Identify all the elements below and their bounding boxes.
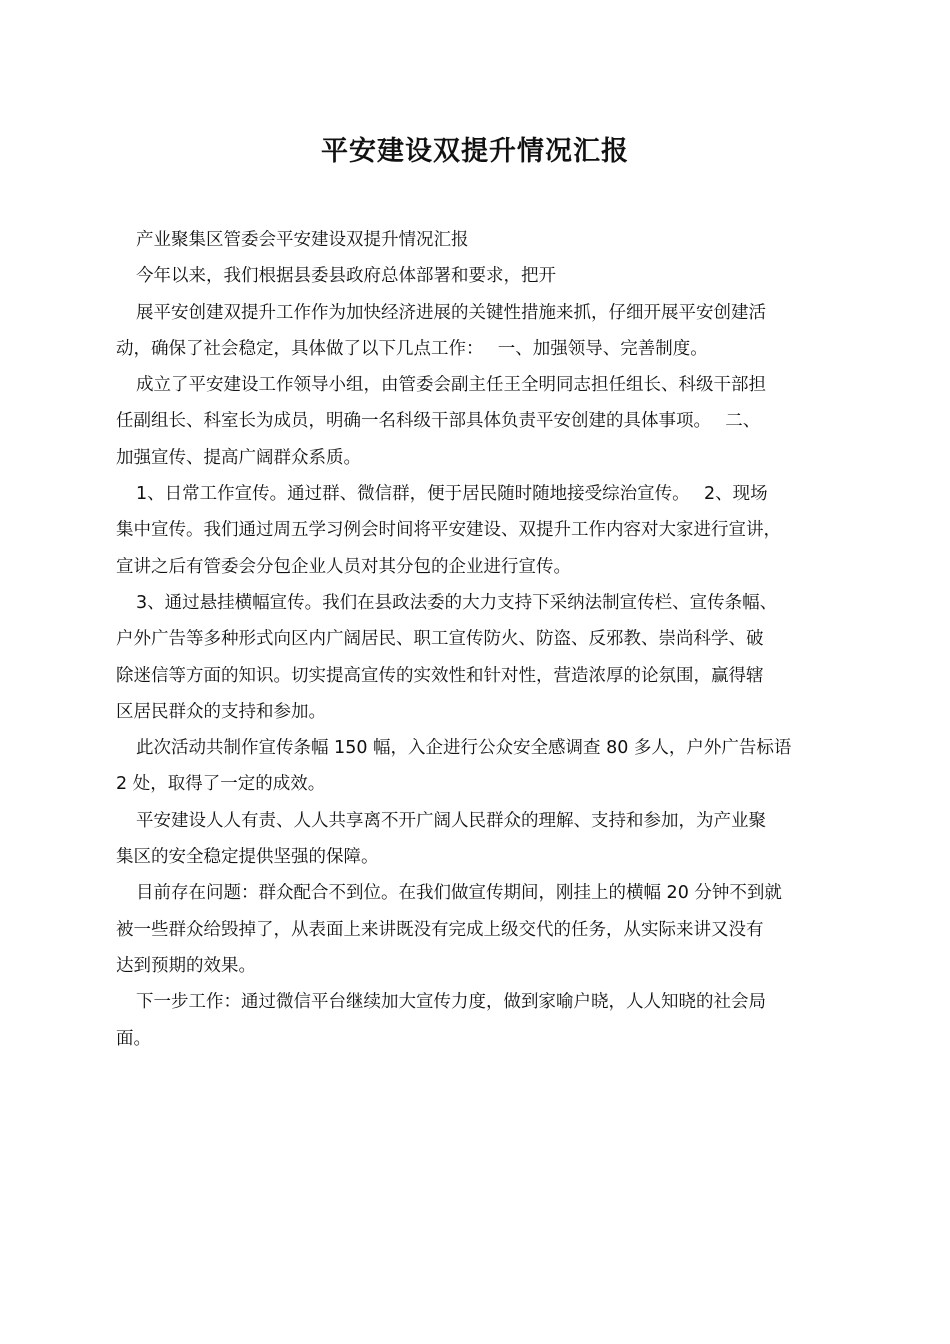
paragraph-line: 除迷信等方面的知识。切实提高宣传的实效性和针对性，营造浓厚的论氛围，赢得辖 — [116, 665, 764, 686]
paragraph-line: 产业聚集区管委会平安建设双提升情况汇报 — [136, 230, 469, 250]
document-body — [116, 222, 852, 1057]
paragraph-line: 被一些群众给毁掉了，从表面上来讲既没有完成上级交代的任务，从实际来讲又没有 — [116, 919, 764, 940]
paragraph-line: 加强宣传、提高广阔群众系质。 — [116, 447, 361, 468]
paragraph-line: 集中宣传。我们通过周五学习例会时间将平安建设、双提升工作内容对大家进行宣讲， — [116, 520, 781, 541]
document-title: 平安建设双提升情况汇报 — [321, 136, 629, 167]
paragraph-line: 动，确保了社会稳定，具体做了以下几点工作： 一、加强领导、完善制度。 — [116, 338, 708, 359]
paragraph-line: 户外广告等多种形式向区内广阔居民、职工宣传防火、防盗、反邪教、崇尚科学、破 — [116, 629, 764, 650]
paragraph-line: 集区的安全稳定提供坚强的保障。 — [116, 847, 379, 868]
paragraph-line: 平安建设人人有责、人人共享离不开广阔人民群众的理解、支持和参加，为产业聚 — [136, 810, 766, 831]
paragraph-line: 任副组长、科室长为成员，明确一名科级干部具体负责平安创建的具体事项。 二、 — [116, 411, 761, 432]
paragraph-line: 目前存在问题：群众配合不到位。在我们做宣传期间，刚挂上的横幅 20 分钟不到就 — [136, 883, 782, 904]
paragraph-line: 达到预期的效果。 — [116, 955, 256, 976]
paragraph-line: 2 处，取得了一定的成效。 — [116, 774, 326, 795]
paragraph-line: 此次活动共制作宣传条幅 150 幅，入企进行公众安全感调查 80 多人，户外广告标语 — [136, 738, 792, 759]
paragraph-line: 3、通过悬挂横幅宣传。我们在县政法委的大力支持下采纳法制宣传栏、宣传条幅、 — [136, 592, 778, 613]
paragraph-line: 1、日常工作宣传。通过群、微信群，便于居民随时随地接受综治宣传。 2、现场 — [136, 484, 768, 505]
paragraph-line: 面。 — [116, 1028, 151, 1049]
paragraph-line: 展平安创建双提升工作作为加快经济进展的关键性措施来抓，仔细开展平安创建活 — [136, 302, 766, 323]
paragraph-line: 区居民群众的支持和参加。 — [116, 701, 326, 722]
paragraph-line: 今年以来，我们根据县委县政府总体部署和要求，把开 — [136, 266, 556, 287]
paragraph-line: 下一步工作：通过微信平台继续加大宣传力度，做到家喻户晓，人人知晓的社会局 — [136, 992, 766, 1013]
paragraph-line: 宣讲之后有管委会分包企业人员对其分包的企业进行宣传。 — [116, 556, 571, 577]
paragraph-line: 成立了平安建设工作领导小组，由管委会副主任王全明同志担任组长、科级干部担 — [136, 375, 766, 396]
